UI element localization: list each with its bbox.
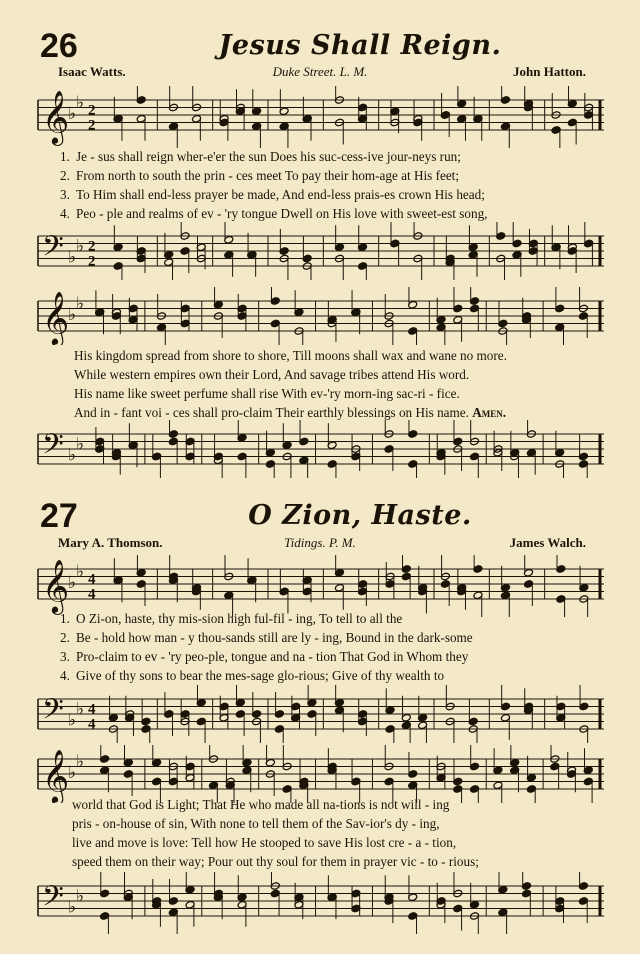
treble-staff bbox=[36, 86, 606, 148]
tune-name: Duke Street. L. M. bbox=[272, 64, 368, 79]
svg-text:2: 2 bbox=[88, 238, 96, 255]
treble-staff bbox=[36, 287, 606, 345]
verse-line: world that God is Light; That He who made all na-tions is not will - ing bbox=[72, 797, 450, 812]
time-signature-icon bbox=[88, 701, 96, 732]
time-signature-icon bbox=[88, 571, 96, 602]
hymn-title: O Zion, Haste. bbox=[248, 500, 472, 531]
verse-line: 3. Pro-claim to ev - 'ry peo-ple, tongue and na - tion That God in Whom they bbox=[60, 649, 469, 664]
flat-sign-icon: ♭ bbox=[76, 92, 85, 113]
verse-line: His kingdom spread from shore to shore, Till moons shall wax and wane no more. bbox=[74, 348, 507, 363]
hymn-number: 26 bbox=[40, 27, 78, 65]
verse-line: 4. Give of thy sons to bear the mes-sage glo-rious; Give of thy wealth to bbox=[60, 668, 445, 683]
hymn-number: 27 bbox=[40, 497, 78, 535]
bass-clef-icon: 𝄢 bbox=[42, 879, 64, 920]
flat-sign-icon: ♭ bbox=[68, 573, 77, 593]
flat-sign-icon: ♭ bbox=[68, 445, 77, 466]
verse-line: speed them on their way; Pour out thy soul for them in prayer vic - to - rious; bbox=[72, 854, 479, 869]
treble-clef-icon: 𝄞 bbox=[42, 748, 70, 803]
author-credit: Isaac Watts. bbox=[58, 64, 126, 79]
hymn-27-credits bbox=[40, 535, 600, 553]
hymn-26-verses-system-2 bbox=[74, 346, 634, 422]
svg-text:4: 4 bbox=[88, 571, 96, 588]
svg-text:2: 2 bbox=[88, 253, 96, 270]
flat-sign-icon: ♭ bbox=[76, 434, 85, 455]
flat-sign-icon: ♭ bbox=[68, 763, 77, 783]
verse-line: live and move is love: Tell how He stooped to save His lost cre - a - tion, bbox=[72, 835, 457, 850]
flat-sign-icon: ♭ bbox=[68, 104, 77, 124]
hymn-26-credits bbox=[40, 64, 600, 82]
verse-line: While western empires own their Lord, And savage tribes attend His word. bbox=[74, 367, 470, 382]
time-signature-icon bbox=[88, 102, 96, 133]
flat-sign-icon: ♭ bbox=[68, 305, 77, 325]
hymn-title: Jesus Shall Reign. bbox=[218, 30, 502, 61]
flat-sign-icon: ♭ bbox=[76, 293, 85, 314]
svg-text:4: 4 bbox=[88, 586, 96, 603]
verse-line: His name like sweet perfume shall rise With ev-'ry morn-ing sac-ri - fice. bbox=[74, 386, 460, 401]
verse-line: pris - on-house of sin, With none to tell them of the Sav-ior's dy - ing, bbox=[72, 816, 440, 831]
flat-sign-icon: ♭ bbox=[68, 247, 77, 268]
verse-line: 1. O Zi-on, haste, thy mis-sion high ful-fil - ing, To tell to all the bbox=[60, 611, 403, 626]
author-credit: Mary A. Thomson. bbox=[58, 535, 163, 550]
bass-clef-icon: 𝄢 bbox=[42, 427, 64, 468]
hymn-26-header bbox=[0, 26, 640, 66]
bass-staff bbox=[36, 420, 606, 478]
hymn-27-verses-system-1 bbox=[60, 609, 620, 685]
flat-sign-icon: ♭ bbox=[76, 699, 85, 720]
treble-staff bbox=[36, 555, 606, 617]
tune-name: Tidings. P. M. bbox=[284, 535, 356, 550]
treble-clef-icon: 𝄞 bbox=[42, 290, 70, 345]
composer-credit: James Walch. bbox=[509, 535, 586, 550]
verse-line: 2. Be - hold how man - y thou-sands still are ly - ing, Bound in the dark-some bbox=[60, 630, 473, 645]
bass-clef-icon: 𝄢 bbox=[42, 692, 64, 733]
flat-sign-icon: ♭ bbox=[76, 561, 85, 582]
flat-sign-icon: ♭ bbox=[76, 236, 85, 257]
flat-sign-icon: ♭ bbox=[76, 886, 85, 907]
svg-text:4: 4 bbox=[88, 701, 96, 718]
verse-line: 3. To Him shall end-less prayer be made, And end-less prais-es crown His head; bbox=[60, 187, 485, 202]
verse-line: 4. Peo - ple and realms of ev - 'ry tongue Dwell on His love with sweet-est song, bbox=[60, 206, 488, 221]
flat-sign-icon: ♭ bbox=[76, 751, 85, 772]
bass-staff bbox=[36, 872, 606, 934]
svg-text:2: 2 bbox=[88, 117, 96, 134]
hymn-26-verses-system-1 bbox=[60, 147, 620, 223]
composer-credit: John Hatton. bbox=[513, 64, 586, 79]
verse-line: 2. From north to south the prin - ces meet To pay their hom-age at His feet; bbox=[60, 168, 460, 183]
flat-sign-icon: ♭ bbox=[68, 710, 77, 731]
time-signature-icon bbox=[88, 238, 96, 269]
treble-clef-icon: 𝄞 bbox=[42, 558, 70, 613]
bass-staff bbox=[36, 222, 606, 280]
amen-label: Amen. bbox=[472, 405, 507, 420]
hymn-27-header bbox=[0, 496, 640, 536]
treble-clef-icon: 𝄞 bbox=[42, 89, 70, 144]
bass-staff bbox=[36, 685, 606, 743]
svg-text:2: 2 bbox=[88, 102, 96, 119]
verse-line: And in - fant voi - ces shall pro-claim Their earthly blessings on His name. Amen. bbox=[74, 405, 507, 420]
bass-clef-icon: 𝄢 bbox=[42, 229, 64, 270]
flat-sign-icon: ♭ bbox=[68, 897, 77, 918]
verse-line: 1. Je - sus shall reign wher-e'er the sun Does his suc-cess-ive jour-neys run; bbox=[60, 149, 461, 164]
hymn-27-verses-system-2 bbox=[72, 795, 632, 871]
svg-text:4: 4 bbox=[88, 716, 96, 733]
